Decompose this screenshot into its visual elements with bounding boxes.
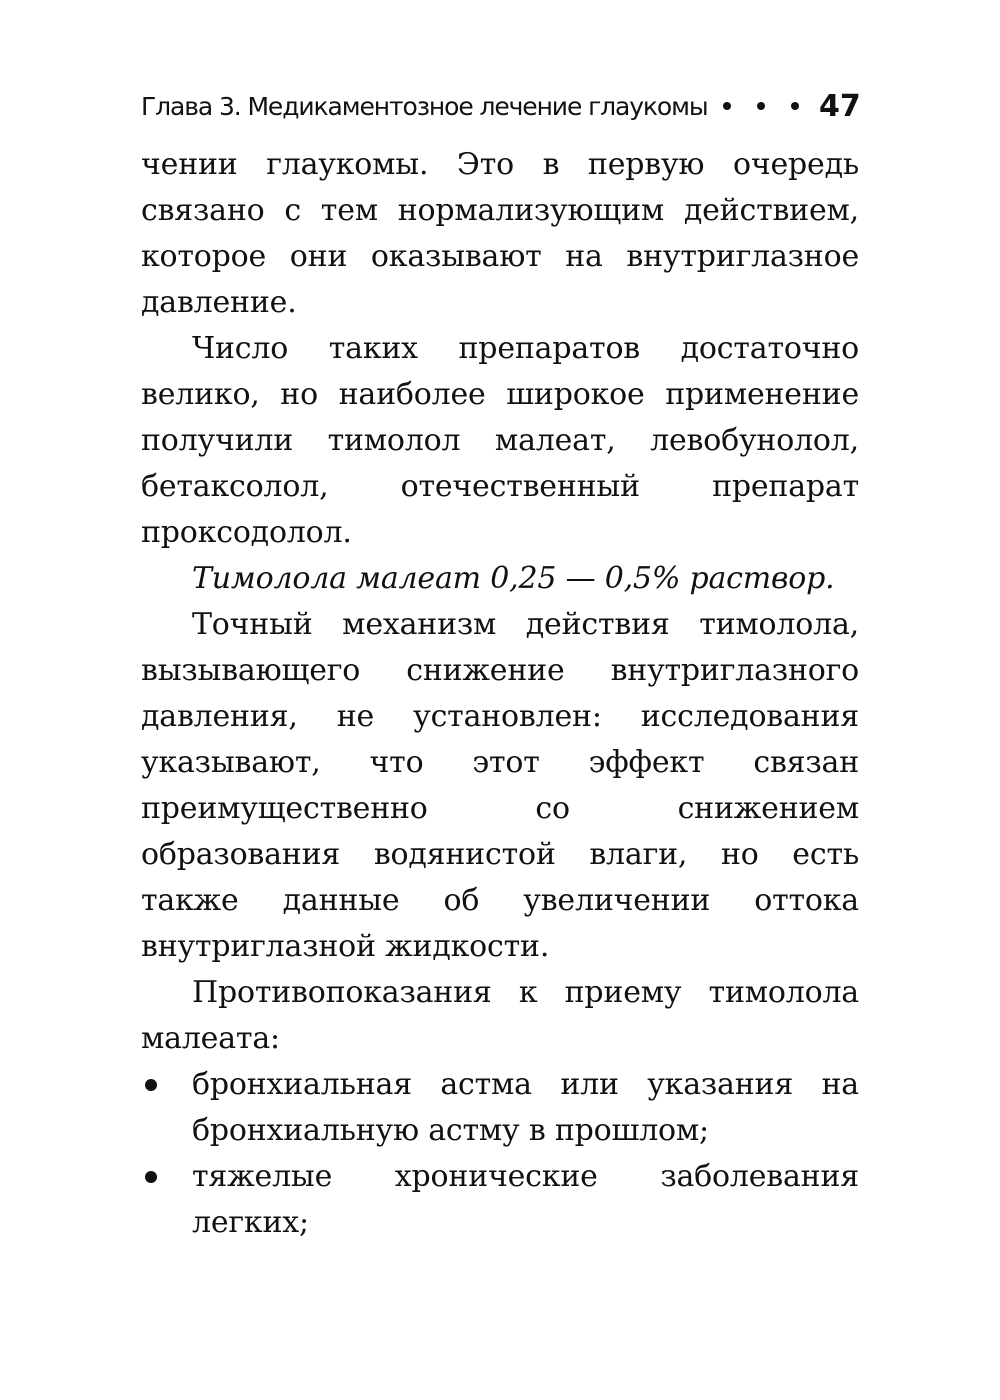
bullet-icon xyxy=(145,1171,157,1183)
list-item-text: тяжелые хронические заболевания легких; xyxy=(192,1159,859,1240)
paragraph-continuation: чении глаукомы. Это в первую очередь связано с тем нормализующим действием, которое они оказывают на внутриглазное давление. xyxy=(141,147,859,320)
contraindications-list xyxy=(141,1062,859,1246)
header-dots xyxy=(708,102,819,110)
dot-icon xyxy=(791,102,799,110)
dot-icon xyxy=(757,102,765,110)
page-number: 47 xyxy=(819,88,861,124)
running-head xyxy=(141,78,859,134)
paragraph-drugs: Число таких препаратов достаточно велико, но наиболее широкое применение получили тимолол малеат, левобунолол, бетаксолол, отечественный препарат проксодолол. xyxy=(141,331,859,550)
list-item xyxy=(141,1062,859,1154)
body-text xyxy=(141,142,859,1246)
paragraph-mechanism: Точный механизм действия тимолола, вызывающего снижение внутриглазного давления, не установлен: исследования указывают, что этот эффект связан преимущественно со снижением образования водянистой влаги, но есть также данные об увеличении оттока внутриглазной жидкости. xyxy=(141,607,859,964)
paragraph-contraindications: Противопоказания к приему тимолола малеата: xyxy=(141,975,859,1056)
list-item xyxy=(141,1154,859,1246)
list-item-text: бронхиальная астма или указания на бронхиальную астму в прошлом; xyxy=(192,1067,859,1148)
drug-subheading: Тимолола малеат 0,25 — 0,5% раствор. xyxy=(192,561,835,596)
bullet-icon xyxy=(145,1079,157,1091)
dot-icon xyxy=(723,102,731,110)
book-page xyxy=(141,78,859,1246)
chapter-title: Глава 3. Медикаментозное лечение глаукомы xyxy=(141,91,708,121)
